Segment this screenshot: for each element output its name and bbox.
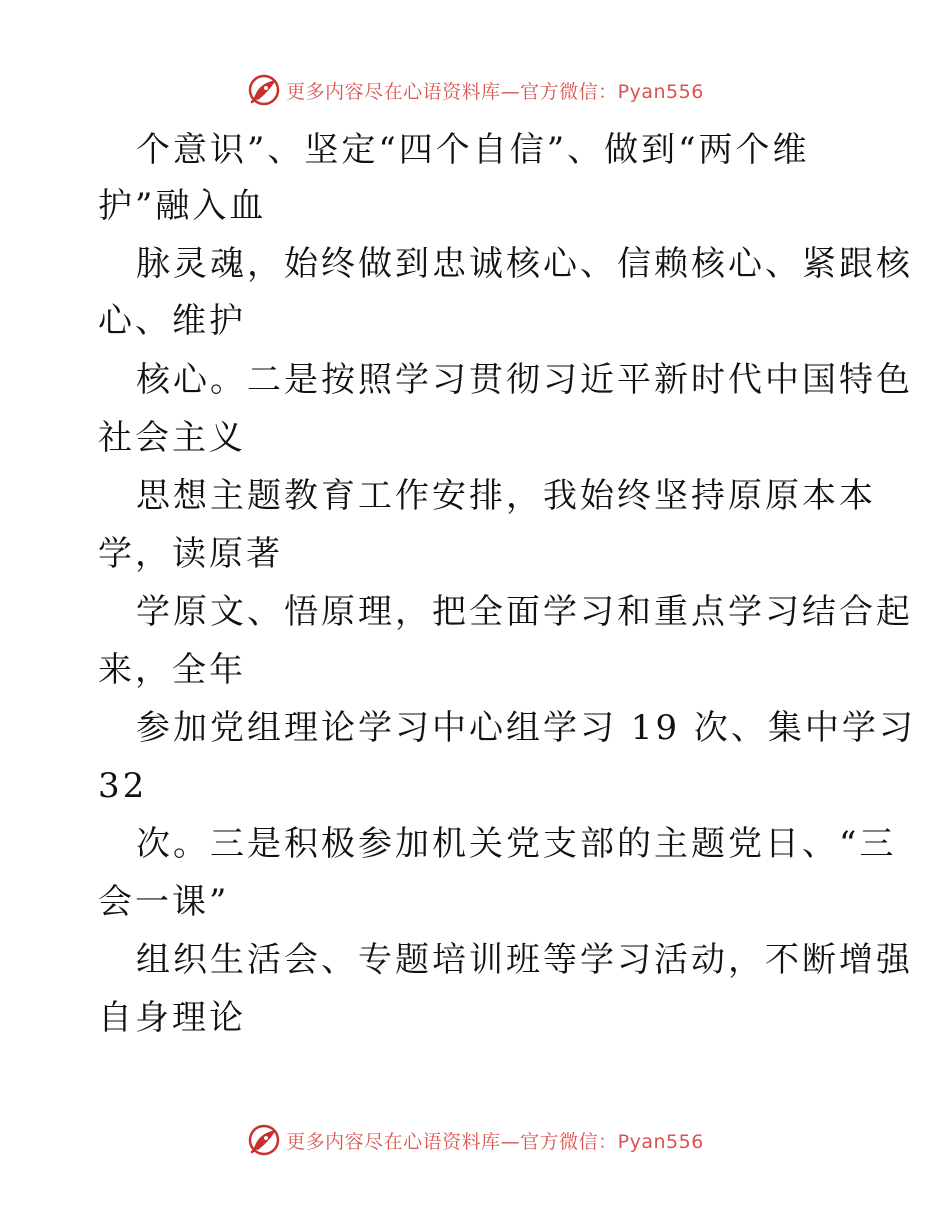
page-header (0, 72, 950, 108)
text-line: 学，读原著 (98, 534, 283, 574)
text-line: 次。三是积极参加机关党支部的主题党日、“三 (136, 824, 897, 864)
text-line: 自身理论 (98, 998, 246, 1038)
header-brand (246, 72, 704, 108)
header-banner-text: 更多内容尽在心语资料库—官方微信：Pyan556 (286, 80, 704, 103)
text-line: 组织生活会、专题培训班等学习活动，不断增强 (136, 940, 913, 980)
text-line: 参加党组理论学习中心组学习 19 次、集中学习 (136, 708, 916, 748)
page-footer (0, 1122, 950, 1158)
pen-nib-logo-icon (246, 72, 282, 108)
footer-banner-text: 更多内容尽在心语资料库—官方微信：Pyan556 (286, 1130, 704, 1153)
text-line: 思想主题教育工作安排，我始终坚持原原本本 (136, 476, 876, 516)
text-line: 脉灵魂，始终做到忠诚核心、信赖核心、紧跟核 (136, 244, 913, 284)
text-line: 护”融入血 (98, 186, 267, 226)
text-line: 个意识”、坚定“四个自信”、做到“两个维 (136, 130, 810, 170)
text-line: 核心。二是按照学习贯彻习近平新时代中国特色 (136, 360, 913, 400)
pen-nib-logo-icon (246, 1122, 282, 1158)
text-line: 学原文、悟原理，把全面学习和重点学习结合起 (136, 592, 913, 632)
text-line: 会一课” (98, 882, 230, 922)
text-line: 32 (98, 766, 148, 806)
footer-brand (246, 1122, 704, 1158)
text-line: 心、维护 (98, 301, 246, 341)
text-line: 社会主义 (98, 418, 246, 458)
text-line: 来，全年 (98, 650, 246, 690)
